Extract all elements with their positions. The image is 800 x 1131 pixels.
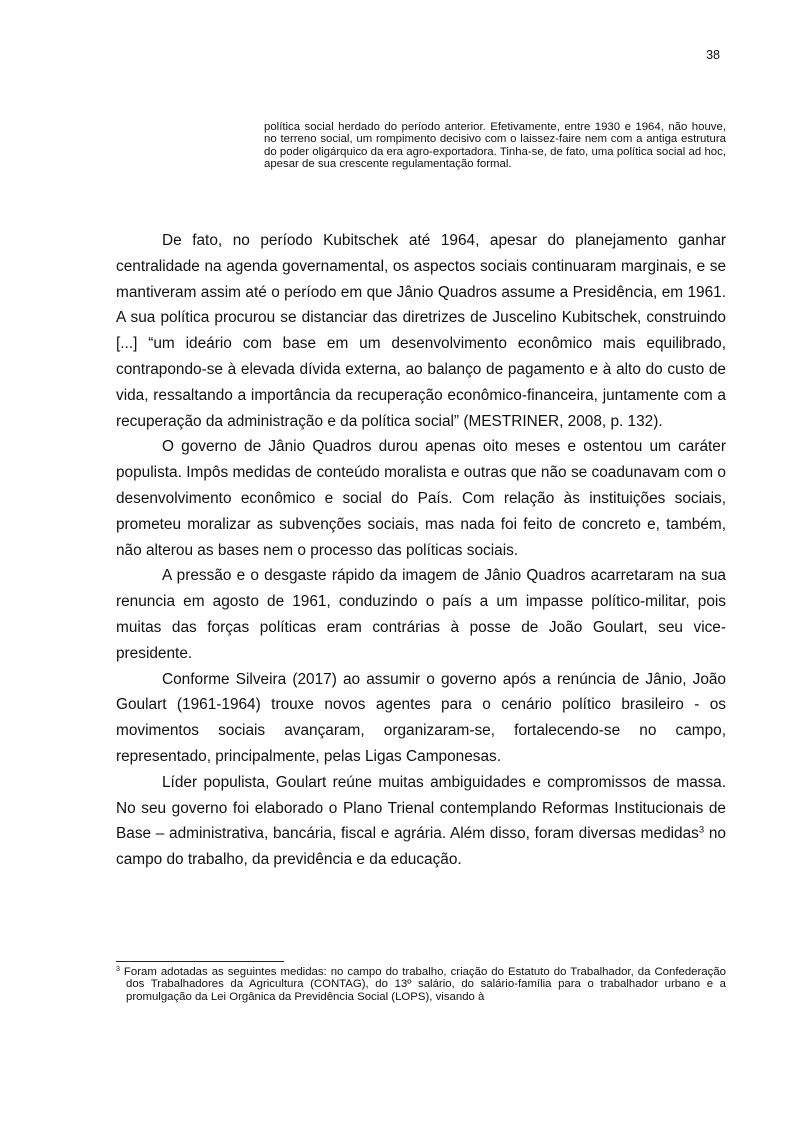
paragraph-5-text: Líder populista, Goulart reúne muitas ambiguidades e compromissos de massa. No seu governo foi elaborado o Plano Trienal contemplando Reformas Institucionais de Base – administrativa, bancária, fiscal e agrária. Além disso, foram diversas medidas: [116, 773, 726, 843]
footnote-text: Foram adotadas as seguintes medidas: no campo do trabalho, criação do Estatuto do Trabalhador, da Confederação dos Trabalhadores da Agricultura (CONTAG), do 13º salário, do salário-família para o trabalhador urbano e a promulgação da Lei Orgânica da Previdência Social (LOPS), visando à: [119, 966, 726, 1003]
body-text: [116, 228, 726, 873]
paragraph-5: [116, 770, 726, 873]
footnote-marker: 3: [116, 965, 120, 973]
block-quote: política social herdado do período anterior. Efetivamente, entre 1930 e 1964, não houve, no terreno social, um rompimento decisivo com o laissez-faire nem com a antiga estrutura do poder oligárquico da era agro-exportadora. Tinha-se, de fato, uma política social ad hoc, apesar de sua crescente regulamentação formal.: [264, 121, 726, 171]
paragraph-4: Conforme Silveira (2017) ao assumir o governo após a renúncia de Jânio, João Goulart (1961-1964) trouxe novos agentes para o cenário político brasileiro - os movimentos sociais avançaram, organizaram-se, fortalecendo-se no campo, representado, principalmente, pelas Ligas Camponesas.: [116, 670, 726, 765]
paragraph-3: A pressão e o desgaste rápido da imagem de Jânio Quadros acarretaram na sua renuncia em agosto de 1961, conduzindo o país a um impasse político-militar, pois muitas das forças políticas eram contrárias à posse de João Goulart, seu vice-presidente.: [116, 567, 726, 662]
footnote-reference[interactable]: 3: [698, 824, 705, 836]
paragraph-5-text-end: no campo do trabalho, da previdência e da educação.: [116, 825, 726, 869]
page-number: 38: [706, 48, 720, 62]
paragraph-2: O governo de Jânio Quadros durou apenas oito meses e ostentou um caráter populista. Impôs medidas de conteúdo moralista e outras que não se coadunavam com o desenvolvimento econômico e social do País. Com relação às instituições sociais, prometeu moralizar as subvenções sociais, mas nada foi feito de concreto e, também, não alterou as bases nem o processo das políticas sociais.: [116, 438, 726, 559]
paragraph-1: De fato, no período Kubitschek até 1964, apesar do planejamento ganhar centralidade na agenda governamental, os aspectos sociais continuaram marginais, e se mantiveram assim até o período em que Jânio Quadros assume a Presidência, em 1961. A sua política procurou se distanciar das diretrizes de Juscelino Kubitschek, construindo [...] “um ideário com base em um desenvolvimento econômico mais equilibrado, contrapondo-se à elevada dívida externa, ao balanço de pagamento e à alto do custo de vida, ressaltando a importância da recuperação econômico-financeira, juntamente com a recuperação da administração e da política social” (MESTRINER, 2008, p. 132).: [116, 232, 726, 430]
footnote: [116, 966, 726, 1003]
footnote-separator: [116, 961, 284, 962]
